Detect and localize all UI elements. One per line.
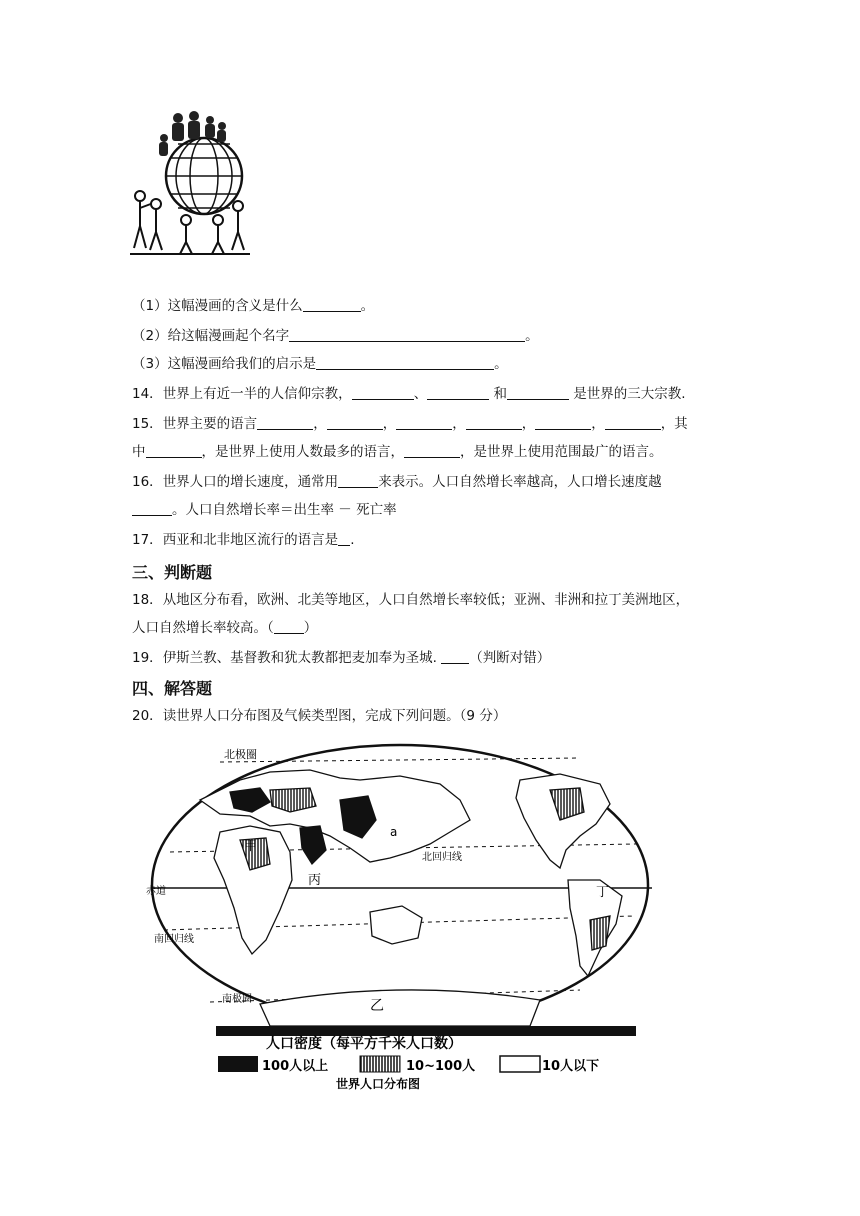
question-number: 16．: [132, 474, 163, 490]
label-tropic-cancer: 北回归线: [422, 852, 462, 863]
q18-text: 从地区分布看，欧洲、北美等地区，人口自然增长率较低；亚洲、非洲和拉丁美洲地区，: [162, 592, 690, 608]
section-heading: 三、判断题: [132, 563, 213, 582]
legend-label-low: 10人以下: [542, 1059, 600, 1074]
legend-label-high: 100人以上: [262, 1059, 329, 1074]
answer-blank[interactable]: [404, 443, 460, 458]
q14-sep: 、: [413, 386, 428, 402]
q14-and: 和: [493, 386, 507, 402]
globe-icon: [166, 138, 242, 214]
question-number: 19．: [132, 650, 163, 666]
legend-label-mid: 10~100人: [406, 1059, 476, 1074]
answer-blank[interactable]: [274, 619, 304, 634]
q13-sub2-end: 。: [525, 328, 539, 344]
answer-blank[interactable]: [132, 501, 172, 516]
q13-sub1-text: （1）这幅漫画的含义是什么: [132, 298, 303, 314]
q15-text: ，是世界上使用范围最广的语言。: [460, 444, 663, 460]
answer-blank[interactable]: [441, 649, 469, 664]
question-18-line2: [132, 618, 317, 638]
label-south-circle: 南极圈: [222, 994, 252, 1005]
answer-blank[interactable]: [427, 385, 489, 400]
answer-blank[interactable]: [396, 415, 452, 430]
section-heading: 四、解答题: [132, 679, 213, 698]
q16-text: 世界人口的增长速度，通常用: [162, 474, 339, 490]
answer-blank[interactable]: [605, 415, 661, 430]
q17-end: .: [350, 532, 355, 548]
label-a: a: [390, 825, 398, 839]
map-caption: 世界人口分布图: [336, 1077, 421, 1091]
answer-blank[interactable]: [303, 297, 361, 312]
question-number: 17．: [132, 532, 163, 548]
answer-blank[interactable]: [257, 415, 313, 430]
label-bing: 丙: [308, 873, 322, 888]
q13-sub3: [132, 354, 508, 374]
question-16-line1: [132, 472, 662, 492]
answer-blank[interactable]: [338, 473, 378, 488]
q20-text: 读世界人口分布图及气候类型图，完成下列问题。（9 分）: [162, 708, 507, 724]
world-population-map: [140, 740, 660, 1030]
q16-text: 来表示。人口自然增长率越高，人口增长速度越: [378, 474, 662, 490]
question-15-line2: [132, 442, 663, 462]
q13-sub2-text: （2）给这幅漫画起个名字: [132, 328, 290, 344]
answer-blank[interactable]: [289, 327, 525, 342]
q18-text: 人口自然增长率较高。（: [132, 620, 274, 636]
answer-blank[interactable]: [316, 355, 494, 370]
q13-sub1: [132, 296, 374, 316]
q18-end: ）: [303, 620, 318, 636]
question-17: [132, 530, 354, 550]
label-tropic-capricorn: 南回归线: [154, 934, 194, 945]
label-jia: 甲: [244, 839, 258, 854]
q17-text: 西亚和北非地区流行的语言是: [162, 532, 339, 548]
q13-sub3-end: 。: [494, 356, 508, 372]
question-number: 15．: [132, 416, 163, 432]
q15-text: ，是世界上使用人数最多的语言，: [201, 444, 404, 460]
q19-end: （判断对错）: [469, 650, 551, 666]
question-15-line1: [132, 414, 688, 434]
q13-sub2: [132, 326, 539, 346]
question-number: 14．: [132, 386, 163, 402]
label-equator: 赤道: [146, 886, 166, 897]
question-number: 20．: [132, 708, 163, 724]
label-ding: 丁: [596, 885, 610, 900]
answer-blank[interactable]: [352, 385, 414, 400]
answer-blank[interactable]: [338, 531, 350, 546]
q15-sep: ，: [591, 416, 605, 432]
map-legend: [216, 1026, 636, 1092]
question-number: 18．: [132, 592, 163, 608]
legend-swatch-low: [500, 1056, 540, 1072]
question-20: [132, 706, 506, 726]
legend-swatch-high: [218, 1056, 258, 1072]
q13-sub3-text: （3）这幅漫画给我们的启示是: [132, 356, 317, 372]
q19-text: 伊斯兰教、基督教和犹太教都把麦加奉为圣城.: [162, 650, 437, 666]
legend-top-bar: [216, 1026, 636, 1036]
answer-blank[interactable]: [466, 415, 522, 430]
q15-sep: ，: [521, 416, 536, 432]
q15-text: 世界主要的语言: [162, 416, 258, 432]
answer-blank[interactable]: [535, 415, 591, 430]
question-16-line2: [132, 500, 397, 520]
question-19: [132, 648, 550, 668]
answer-blank[interactable]: [507, 385, 569, 400]
q13-sub1-end: 。: [360, 298, 375, 314]
q16-text: 。人口自然增长率＝出生率 － 死亡率: [172, 502, 397, 518]
q15-sep: ，: [452, 416, 466, 432]
legend-title: 人口密度（每平方千米人口数）: [266, 1036, 462, 1052]
question-18-line1: [132, 590, 689, 610]
q15-sep: ，: [313, 416, 327, 432]
label-north-circle: 北极圈: [224, 748, 257, 761]
cartoon-illustration: [126, 108, 256, 258]
q15-sep: ，: [382, 416, 397, 432]
q14-end: 是世界的三大宗教.: [573, 386, 686, 402]
q15-end: ，其: [660, 416, 688, 432]
label-yi: 乙: [370, 998, 384, 1014]
answer-blank[interactable]: [146, 443, 202, 458]
question-14: [132, 384, 686, 404]
q15-text: 中: [132, 444, 146, 460]
answer-blank[interactable]: [327, 415, 383, 430]
q14-text: 世界上有近一半的人信仰宗教，: [162, 386, 352, 402]
legend-swatch-mid: [360, 1056, 400, 1072]
